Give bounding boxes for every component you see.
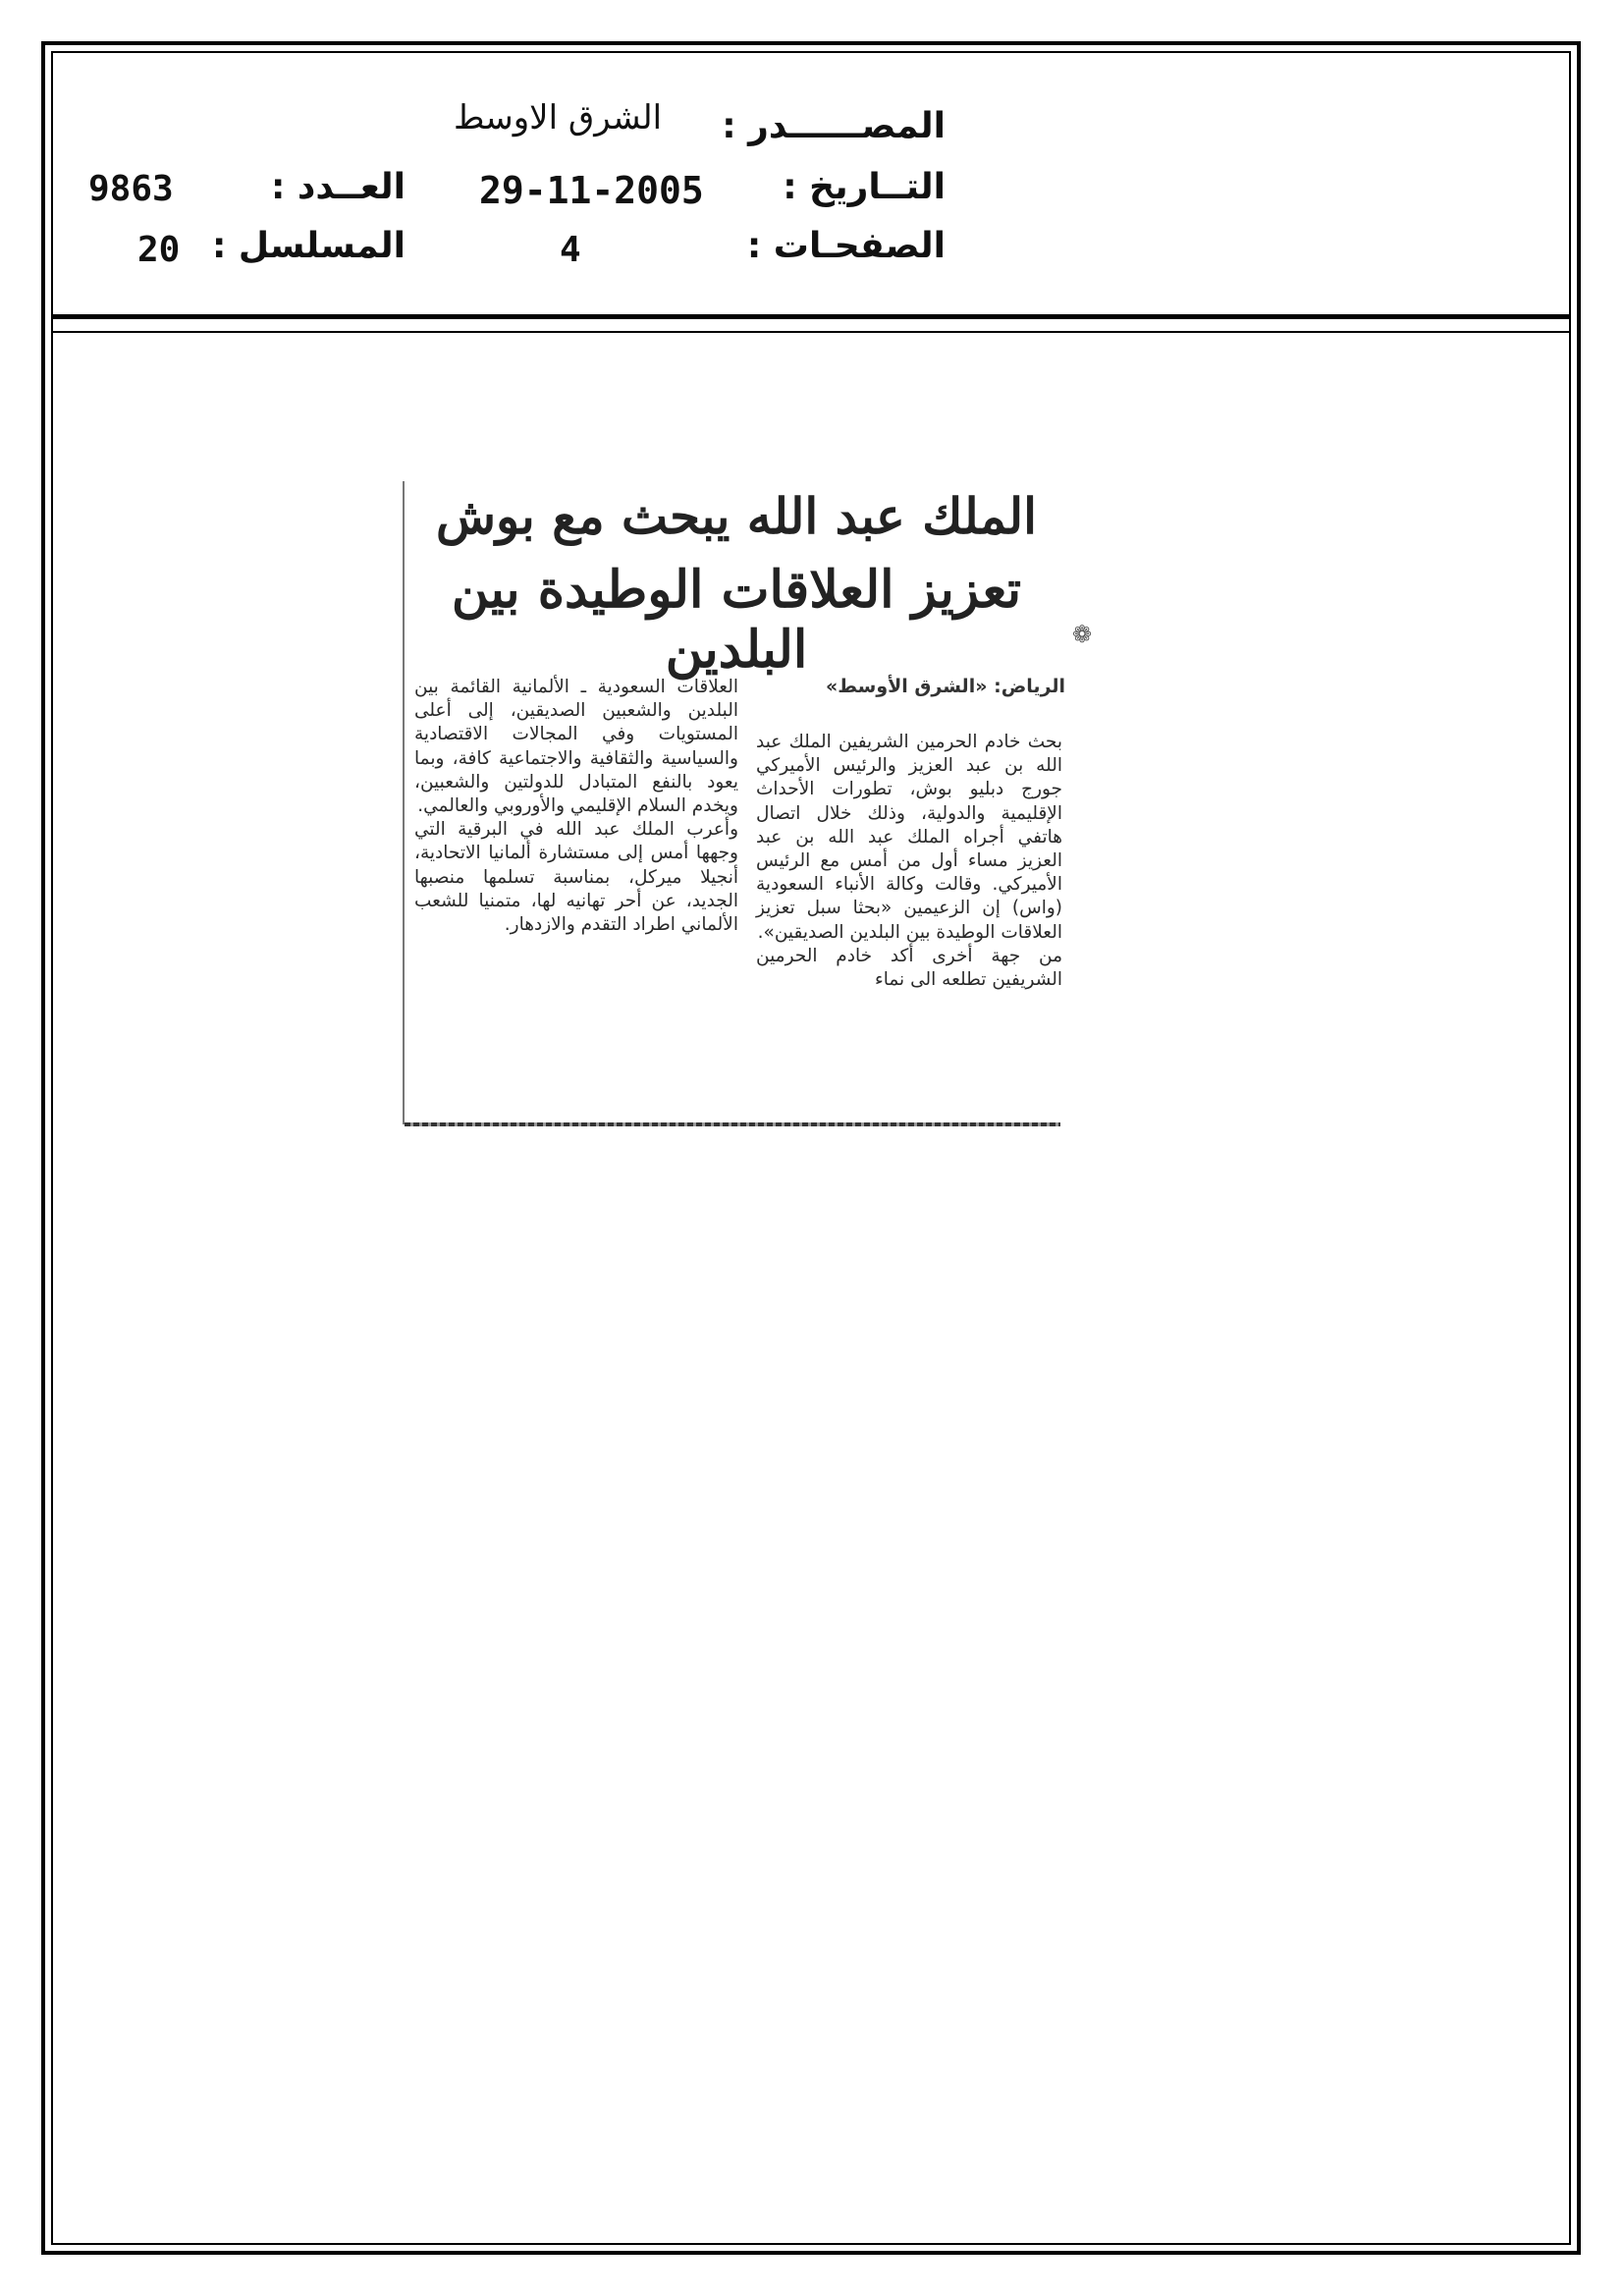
header-divider bbox=[51, 314, 1571, 319]
clipping-left-edge bbox=[403, 481, 405, 1124]
clipping-bottom-edge bbox=[405, 1122, 1060, 1126]
serial-value: 20 bbox=[137, 230, 181, 270]
headline-line-1: الملك عبد الله يبحث مع بوش bbox=[436, 487, 1037, 545]
issue-value: 9863 bbox=[88, 169, 174, 209]
page-inner-border bbox=[51, 51, 1571, 2245]
article-byline: الرياض: «الشرق الأوسط» bbox=[826, 676, 1065, 697]
ornament-icon: ❁ bbox=[1072, 621, 1093, 648]
article-column-right bbox=[756, 731, 1062, 992]
date-label: التــاريخ : bbox=[783, 167, 946, 207]
serial-label: المسلسل : bbox=[211, 226, 406, 266]
date-value: 29-11-2005 bbox=[479, 169, 704, 212]
article-paragraph: وأعرب الملك عبد الله في البرقية التي وجهها أمس إلى مستشارة ألمانيا الاتحادية، أنجيلا ميركل، بمناسبة تسلمها منصبها الجديد، عن أحر تهانيه لها، متمنيا للشعب الألماني اطراد التقدم والازدهار. bbox=[414, 819, 738, 936]
article-paragraph: بحث خادم الحرمين الشريفين الملك عبد الله بن عبد العزيز والرئيس الأميركي جورج دبليو بوش، تطورات الأحداث الإقليمية والدولية، وذلك خلال اتصال هاتفي أجراه الملك عبد الله بن عبد العزيز مساء أول من أمس مع الرئيس الأميركي. وقالت وكالة الأنباء السعودية (واس) إن الزعيمين «بحثا سبل تعزيز العلاقات الوطيدة بين البلدين الصديقين». bbox=[756, 732, 1062, 943]
source-label: المصــــــدر : bbox=[722, 106, 946, 146]
pages-value: 4 bbox=[560, 230, 581, 270]
article-paragraph: من جهة أخرى أكد خادم الحرمين الشريفين تطلعه الى نماء bbox=[756, 945, 1062, 991]
article-column-left bbox=[414, 676, 738, 937]
header-divider-thin bbox=[51, 331, 1571, 333]
source-value: الشرق الاوسط bbox=[454, 98, 663, 137]
issue-label: العــدد : bbox=[271, 167, 406, 207]
pages-label: الصفحـات : bbox=[746, 226, 946, 266]
headline-line-2: تعزيز العلاقات الوطيدة بين البلدين bbox=[451, 560, 1022, 680]
article-paragraph: العلاقات السعودية ـ الألمانية القائمة بين البلدين والشعبين الصديقين، إلى أعلى المستويات وفي المجالات الاقتصادية والسياسية والثقافية والاجتماعية كافة، وبما يعود بالنفع المتبادل للدولتين والشعبين، ويخدم السلام الإقليمي والأوروبي والعالمي. bbox=[414, 677, 738, 817]
